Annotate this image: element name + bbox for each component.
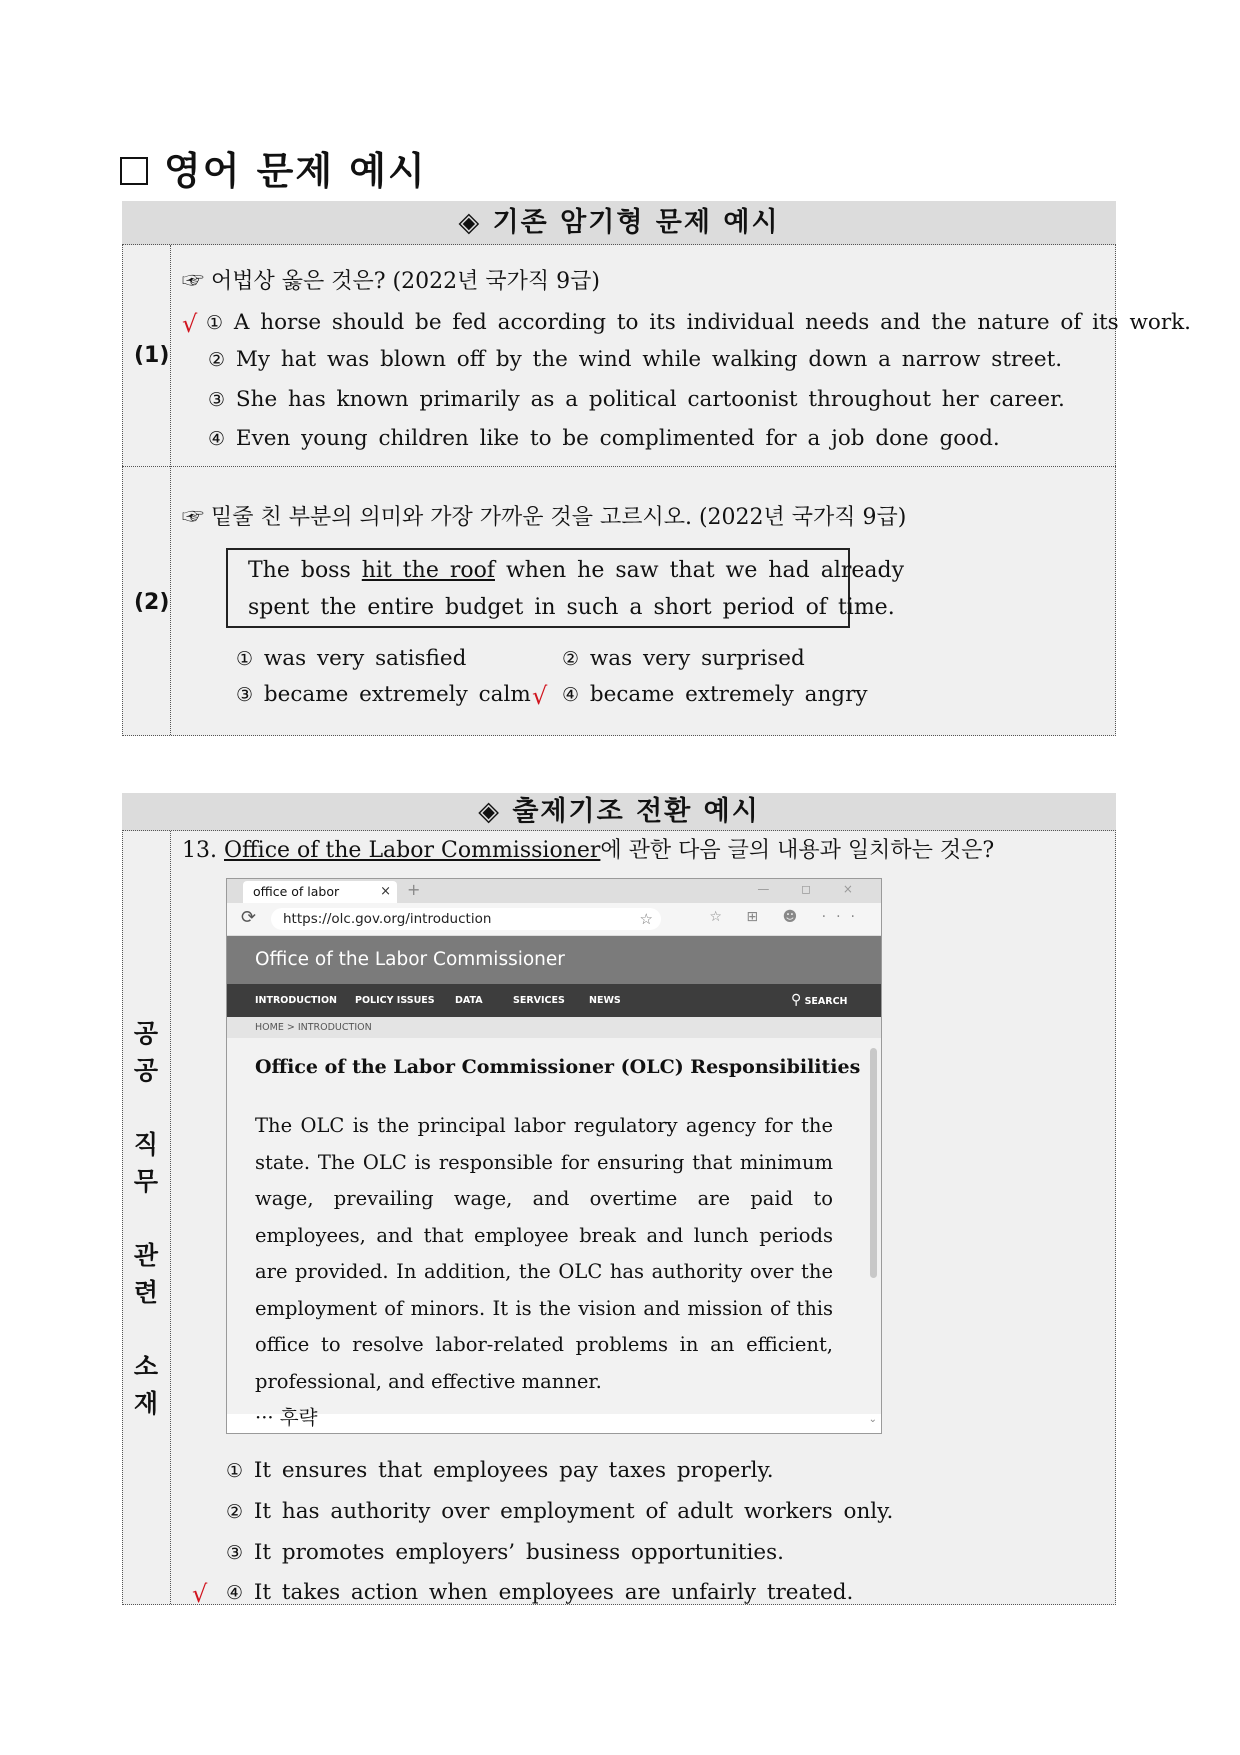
column-divider <box>170 245 171 735</box>
passage-box: The boss hit the roof when he saw that we had already spent the entire budget in such a short period of time. <box>226 548 850 628</box>
column-divider <box>170 831 171 1604</box>
option-item: ④ became extremely angry <box>562 682 868 707</box>
underlined-phrase: hit the roof <box>361 558 495 583</box>
section-header: ◈ 기존 암기형 문제 예시 <box>122 201 1116 245</box>
site-nav <box>227 984 881 1017</box>
checkbox-square-icon <box>120 157 148 185</box>
row-divider <box>122 466 1116 467</box>
option-item: ② was very surprised <box>562 646 805 671</box>
option-item: ② My hat was blown off by the wind while walking down a narrow street. <box>208 347 1063 372</box>
new-tab-icon[interactable]: + <box>407 880 421 899</box>
reload-icon[interactable]: ⟳ <box>241 907 257 928</box>
option-item: ④ It takes action when employees are unfairly treated. <box>226 1580 854 1605</box>
option-item: ③ became extremely calm <box>236 682 531 707</box>
breadcrumb[interactable]: HOME > INTRODUCTION <box>227 1017 881 1039</box>
bookmark-star-icon[interactable]: ☆ <box>639 910 653 928</box>
page-content <box>227 1038 881 1429</box>
correct-check-icon: √ <box>192 1580 208 1608</box>
question-prompt: 13. Office of the Labor Commissioner에 관한 다음 글의 내용과 일치하는 것은? <box>182 838 995 863</box>
question-prompt: ☞ 밑줄 친 부분의 의미와 가장 가까운 것을 고르시오. (2022년 국가직 9급) <box>182 505 907 530</box>
nav-services[interactable]: SERVICES <box>513 995 565 1006</box>
browser-window <box>226 878 882 1434</box>
option-item: ① It ensures that employees pay taxes properly. <box>226 1458 774 1483</box>
window-controls[interactable]: — ◻ × <box>757 882 867 896</box>
browser-tab[interactable]: office of labor × <box>243 881 397 903</box>
option-item: ① A horse should be fed according to its individual needs and the nature of its work. <box>206 310 1192 335</box>
correct-check-icon: √ <box>532 682 548 710</box>
chevron-down-icon[interactable]: ⌄ <box>868 1414 877 1425</box>
nav-data[interactable]: DATA <box>455 995 483 1006</box>
option-item: ③ She has known primarily as a political cartoonist throughout her career. <box>208 387 1065 412</box>
nav-introduction[interactable]: INTRODUCTION <box>255 995 337 1006</box>
option-item: ① was very satisfied <box>236 646 467 671</box>
correct-check-icon: √ <box>182 310 198 338</box>
search-icon: ⚲ <box>791 992 802 1008</box>
tab-bar <box>227 879 881 903</box>
page-title: 영어 문제 예시 <box>120 140 427 195</box>
side-label: 공 공 직 무 관 련 소 재 <box>133 1019 159 1418</box>
content-body: The OLC is the principal labor regulatory agency for the state. The OLC is responsible for ensuring that minimum wage, prevailing wage, and overtime are paid to employees, and that employee break and lunch periods are provided. In addition, the OLC has authority over the employment of minors. It is the vision and mission of this office to resolve labor-related problems in an efficient, professional, and effective manner. ··· 후략 <box>255 1114 833 1429</box>
section-header: ◈ 출제기조 전환 예시 <box>122 793 1116 831</box>
url-field[interactable]: https://olc.gov.org/introduction ☆ <box>271 908 661 930</box>
option-item: ③ It promotes employers’ business opportunities. <box>226 1540 784 1565</box>
content-title: Office of the Labor Commissioner (OLC) Responsibilities <box>255 1056 861 1078</box>
question-label: (1) <box>134 343 170 368</box>
option-item: ② It has authority over employment of adult workers only. <box>226 1499 894 1524</box>
nav-policy-issues[interactable]: POLICY ISSUES <box>355 995 435 1006</box>
toolbar-icons[interactable]: ☆ ⊞ ☻ ··· <box>709 909 865 925</box>
site-title[interactable]: Office of the Labor Commissioner <box>227 936 881 984</box>
scrollbar[interactable] <box>870 1048 877 1278</box>
address-bar <box>227 903 881 936</box>
option-item: ④ Even young children like to be complimented for a job done good. <box>208 426 1000 451</box>
question-label: (2) <box>134 590 170 615</box>
question-prompt: ☞ 어법상 옳은 것은? (2022년 국가직 9급) <box>182 269 600 294</box>
close-tab-icon[interactable]: × <box>380 884 391 899</box>
nav-news[interactable]: NEWS <box>589 995 621 1006</box>
search-button[interactable]: ⚲ SEARCH <box>791 992 848 1008</box>
